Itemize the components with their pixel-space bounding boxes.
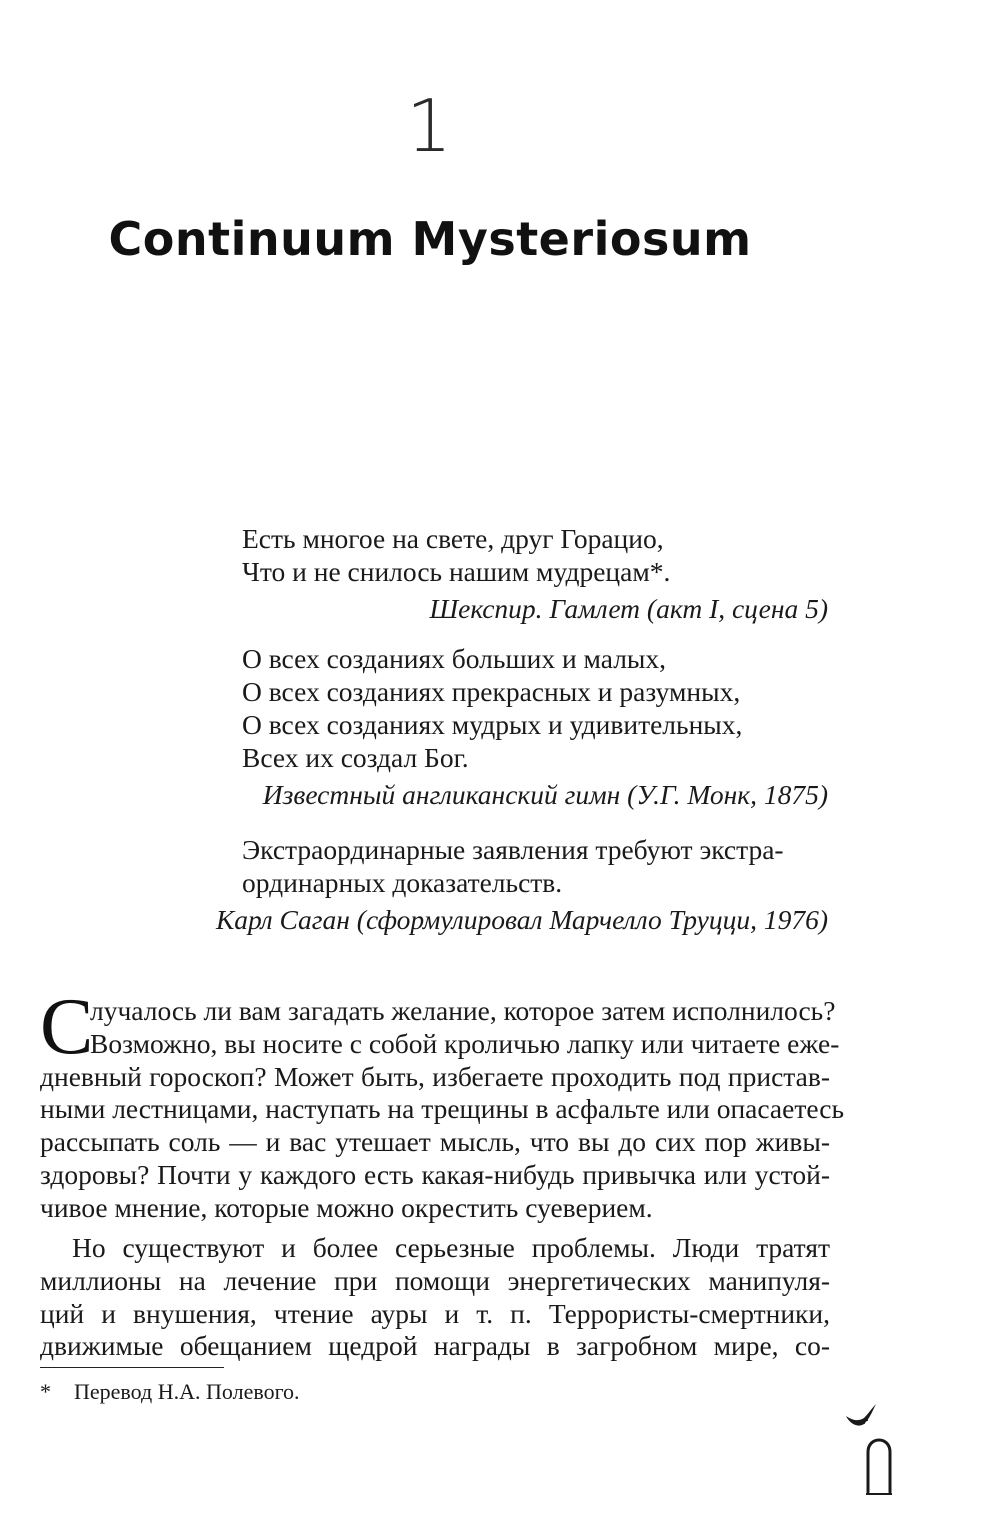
epigraph-line: Есть многое на свете, друг Горацио,: [242, 523, 664, 554]
text-line: здоровы? Почти у каждого есть какая-нибудь привычка или устой-: [40, 1158, 830, 1190]
footnote: [40, 1378, 300, 1406]
text-line: рассыпать соль — и вас утешает мысль, что вы до сих пор живы-: [40, 1126, 830, 1158]
footnote-text: Перевод Н.А. Полевого.: [74, 1379, 300, 1404]
footnote-divider: [40, 1367, 224, 1368]
text-line: чивое мнение, которые можно окрестить суеверием.: [40, 1191, 653, 1223]
epigraph-line: Экстраординарные заявления требуют экстра-: [242, 834, 784, 865]
epigraph-line: Всех их создал Бог.: [242, 742, 469, 773]
page-ornament-icon: [842, 1398, 912, 1498]
text-line: миллионы на лечение при помощи энергетических манипуля-: [40, 1264, 830, 1296]
epigraph-source: Карл Саган (сформулировал Марчелло Труцци, 1976): [215, 904, 828, 935]
chapter-title: Continuum Mysteriosum: [108, 212, 752, 266]
epigraph-line: О всех созданиях прекрасных и разумных,: [242, 676, 741, 707]
drop-cap: С: [40, 983, 94, 1071]
epigraph-source: Шекспир. Гамлет (акт I, сцена 5): [429, 593, 828, 624]
text-line: дневный гороскоп? Может быть, избегаете проходить под пристав-: [40, 1060, 830, 1092]
text-line: ций и внушения, чтение ауры и т. п. Террористы-смертники,: [40, 1297, 830, 1329]
text-line: ными лестницами, наступать на трещины в асфальте или опасаетесь: [40, 1093, 844, 1125]
epigraph-line: Что и не снилось нашим мудрецам*.: [242, 556, 671, 587]
epigraph-sagan: [215, 833, 828, 936]
epigraph-shakespeare: [242, 522, 828, 625]
footnote-mark: *: [40, 1379, 51, 1404]
text-line: Возможно, вы носите с собой кроличью лапку или читаете еже-: [90, 1027, 840, 1059]
epigraph-hymn: [242, 642, 828, 811]
chapter-number: 1: [406, 84, 454, 168]
epigraph-line: О всех созданиях мудрых и удивительных,: [242, 709, 743, 740]
epigraph-source: Известный англиканский гимн (У.Г. Монк, 1875): [262, 779, 828, 810]
paragraph-1: [40, 995, 844, 1225]
epigraph-line: ординарных доказательств.: [242, 867, 563, 898]
paragraph-2: [40, 1232, 830, 1363]
text-line: Но существуют и более серьезные проблемы. Люди тратят: [72, 1232, 830, 1263]
epigraph-line: О всех созданиях больших и малых,: [242, 643, 667, 674]
text-line: лучалось ли вам загадать желание, которое затем исполнилось?: [90, 995, 836, 1026]
text-line: движимые обещанием щедрой награды в загробном мире, со-: [40, 1330, 830, 1362]
